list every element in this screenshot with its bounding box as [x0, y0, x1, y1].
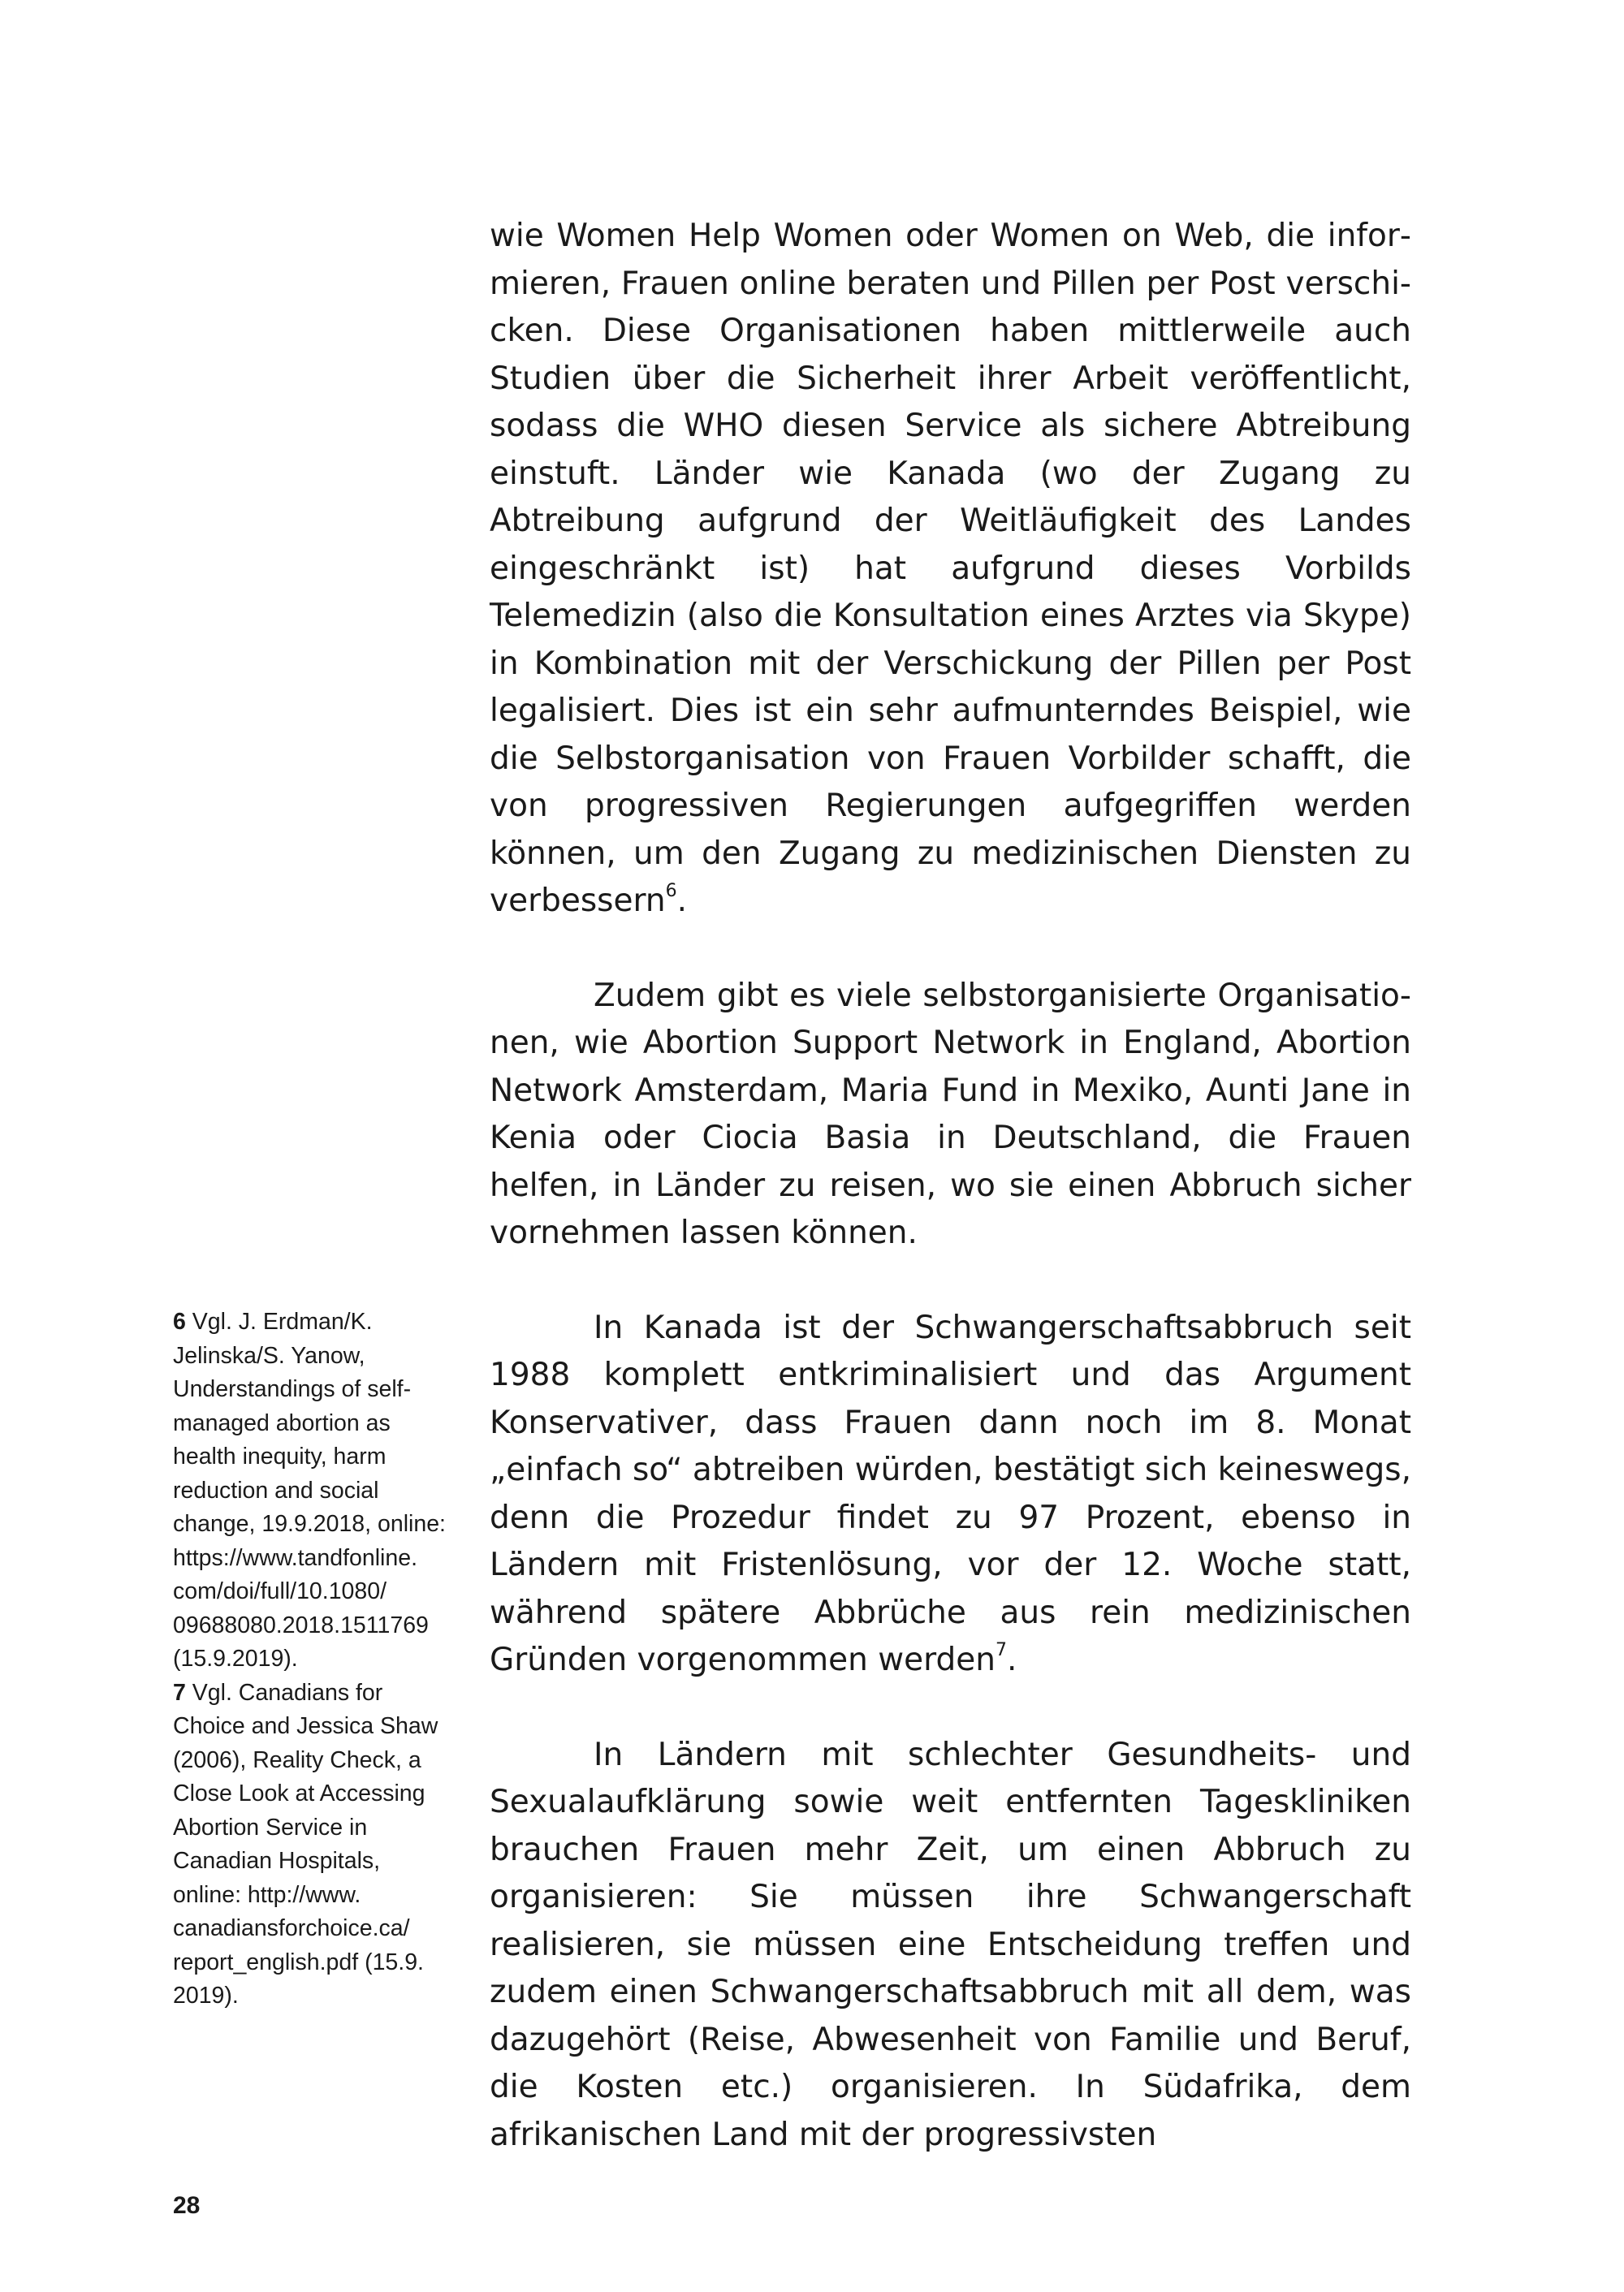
paragraph-3: In Kanada ist der Schwangerschaftsabbruch seit 1988 komplett entkriminalisiert und das Argument Konservativer, dass Frauen dann noch im 8. Monat „einfach so“ abtreiben würden, bestätigt sich keineswegs, denn die Prozedur findet zu 97 Prozent, ebenso in Ländern mit Fristenlösung, vor der 12. Woche statt, während spätere Abbrüche aus rein medizinischen Gründen vorgenommen werden$^7$.: [490, 1309, 1411, 1678]
footnote-ref-7: 7: [995, 1640, 1007, 1660]
footnote-7-text: Vgl. Canadians for Choice and Jessica Shaw (2006), Reality Check, a Close Look at Accessing Abortion Service in Canadian Hospitals, online: http://www.canadiansforchoice.ca/report_english.pdf (15.9.2019).: [173, 1679, 438, 2009]
paragraph-3-text: In Kanada ist der Schwangerschaftsabbruch seit 1988 komplett entkriminalisiert und das Argument Konservativer, dass Frauen dann noch im 8. Monat „einfach so“ abtreiben würden, bestätigt sich keineswegs, denn die Prozedur findet zu 97 Prozent, ebenso in Ländern mit Fristenlösung, vor der 12. Woche statt, während spätere Abbrüche aus rein medizinischen Gründen vorgenommen werden: [490, 1309, 1411, 1678]
footnote-7: [173, 1677, 449, 2014]
main-text-column: [490, 213, 1411, 2159]
footnote-6-number: 6: [173, 1309, 186, 1335]
page-number: 28: [173, 2192, 201, 2219]
paragraph-1: wie Women Help Women oder Women on Web, die informieren, Frauen online beraten und Pillen per Post verschicken. Diese Organisationen haben mittlerweile auch Studien über die Sicherheit ihrer Arbeit veröffentlicht, sodass die WHO diesen Service als sichere Abtreibung einstuft. Länder wie Kanada (wo der Zugang zu Abtreibung aufgrund der Weitläufigkeit des Landes eingeschränkt ist) hat aufgrund dieses Vorbilds Telemedizin (also die Konsultation eines Arztes via Skype) in Kombination mit der Verschickung der Pillen per Post legalisiert. Dies ist ein sehr aufmunterndes Beispiel, wie die Selbstorganisation von Frauen Vorbilder schafft, die von progressiven Regierungen aufgegriffen werden können, um den Zugang zu medizinischen Diensten zu verbessern$^6$.: [490, 218, 1411, 919]
paragraph-2: Zudem gibt es viele selbstorganisierte Organisationen, wie Abortion Support Network in England, Abortion Network Amsterdam, Maria Fund in Mexiko, Aunti Jane in Kenia oder Ciocia Basia in Deutschland, die Frauen helfen, in Länder zu reisen, wo sie einen Abbruch sicher vornehmen lassen können.: [490, 977, 1411, 1251]
footnote-7-number: 7: [173, 1679, 186, 1706]
footnotes: [173, 1306, 449, 2014]
footnote-6-text: Vgl. J. Erdman/K. Jelinska/S. Yanow, Understandings of self-managed abortion as health inequity, harm reduction and social change, 19.9.2018, online: https://www.tandfonline.com/doi/full/10.1080/09688080.2018.1511769 (15.9.2019).: [173, 1309, 446, 1672]
paragraph-4: In Ländern mit schlechter Gesundheits- und Sexualaufklärung sowie weit entfernten Tageskliniken brauchen Frauen mehr Zeit, um einen Abbruch zu organisieren: Sie müssen ihre Schwangerschaft realisieren, sie müssen eine Entscheidung treffen und zudem einen Schwangerschaftsabbruch mit all dem, was dazugehört (Reise, Abwesenheit von Familie und Beruf, die Kosten etc.) organisieren. In Südafrika, dem afrikanischen Land mit der progressivsten: [490, 1736, 1411, 2153]
footnote-6: [173, 1306, 449, 1677]
paragraph-1-text: wie Women Help Women oder Women on Web, die informieren, Frauen online beraten und Pillen per Post verschicken. Diese Organisationen haben mittlerweile auch Studien über die Sicherheit ihrer Arbeit veröffentlicht, sodass die WHO diesen Service als sichere Abtreibung einstuft. Länder wie Kanada (wo der Zugang zu Abtreibung aufgrund der Weitläufigkeit des Landes eingeschränkt ist) hat aufgrund dieses Vorbilds Telemedizin (also die Konsultation eines Arztes via Skype) in Kombination mit der Verschickung der Pillen per Post legalisiert. Dies ist ein sehr aufmunterndes Beispiel, wie die Selbstorganisation von Frauen Vorbilder schafft, die von progressiven Regierungen aufgegriffen werden können, um den Zugang zu medizinischen Diensten zu verbessern: [490, 218, 1411, 919]
footnote-ref-6: 6: [665, 881, 677, 901]
